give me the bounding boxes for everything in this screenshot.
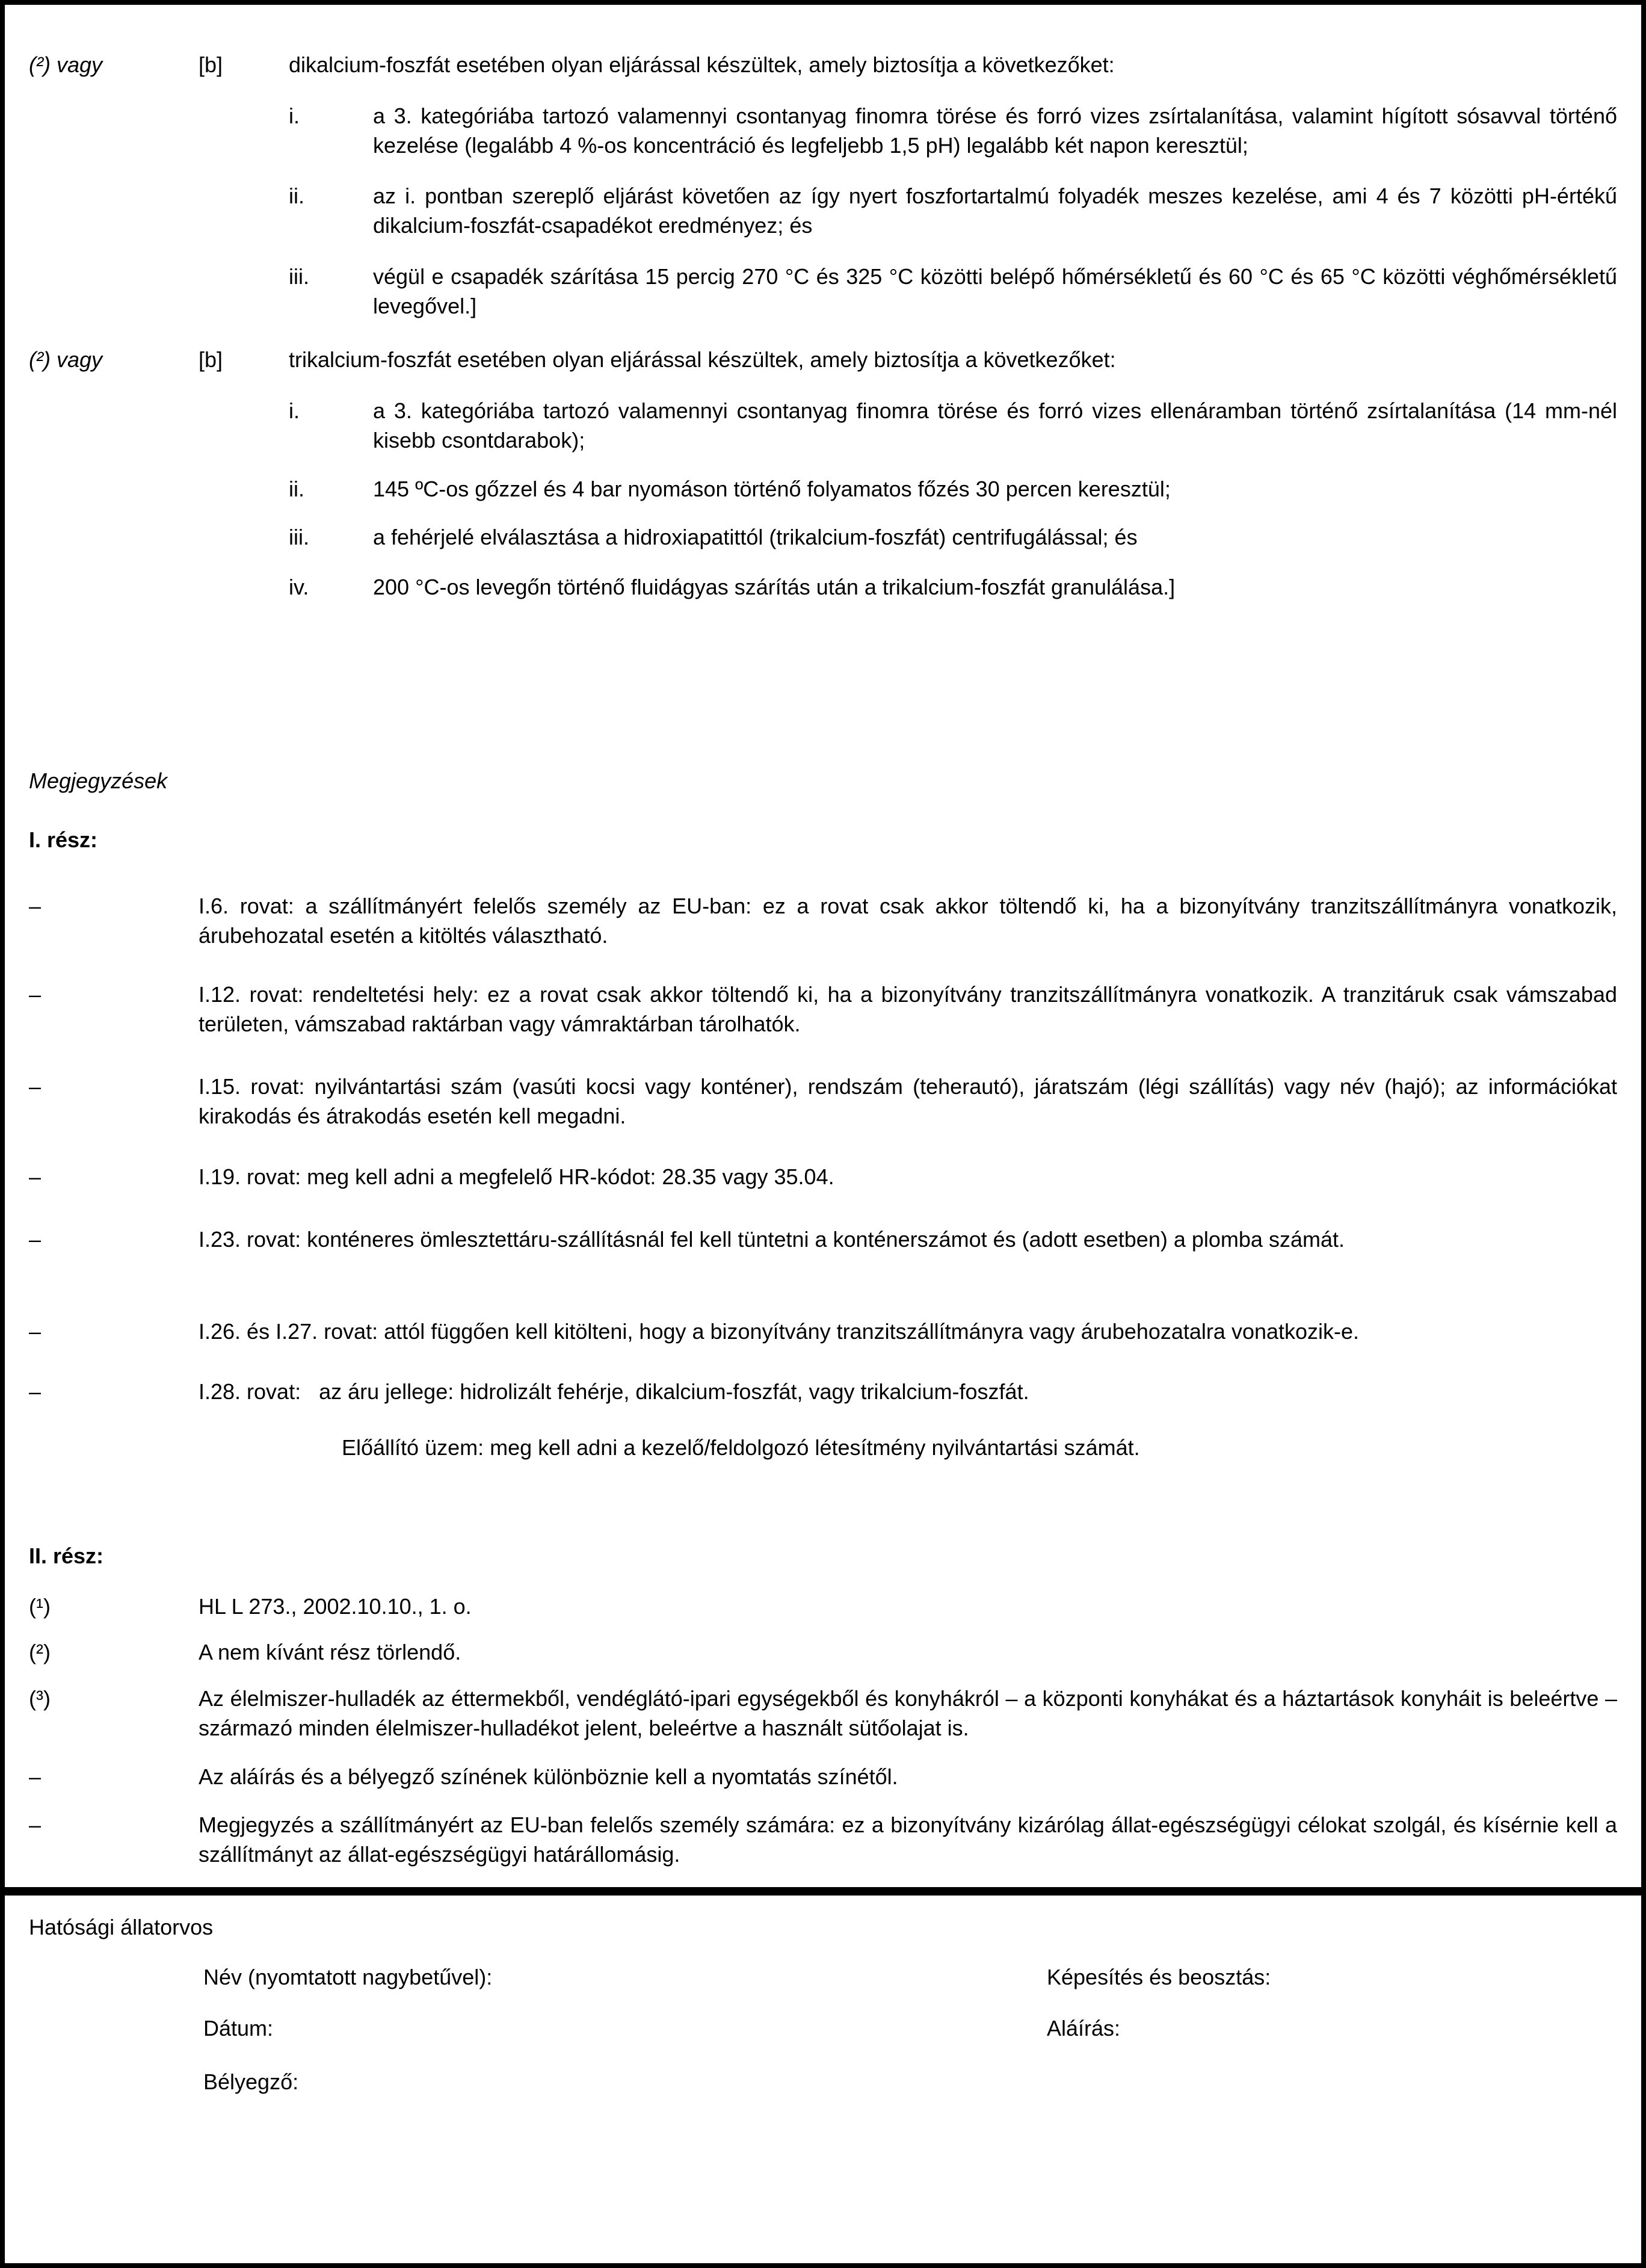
footnote [29, 1637, 1617, 1667]
bracket-label: [b] [199, 347, 223, 372]
note-text: I.28. rovat: az áru jellege: hidrolizált fehérje, dikalcium-foszfát, vagy trikalcium-foszfát. [199, 1379, 1029, 1404]
section-divider [5, 1887, 1641, 1896]
note-item [29, 1762, 1617, 1791]
list-item-text: 145 ºC-os gőzzel és 4 bar nyomáson történő folyamatos főzés 30 percen keresztül; [373, 477, 1171, 501]
officer-title: Hatósági állatorvos [29, 1915, 214, 1939]
list-item-text: a fehérjelé elválasztása a hidroxiapatittól (trikalcium-foszfát) centrifugálással; és [373, 525, 1138, 549]
dash-marker: – [29, 1074, 42, 1099]
or-marker: (²) vagy [29, 347, 103, 372]
list-item-text: a 3. kategóriába tartozó valamennyi csontanyag finomra törése és forró vizes ellenáramban történő zsírtalanítása (14 mm-nél kisebb csontdarabok); [373, 398, 1617, 453]
list-item-text: végül e csapadék szárítása 15 percig 270 °C és 325 °C közötti belépő hőmérsékletű és 60 °C és 65 °C közötti véghőmérsékletű levegővel.] [373, 264, 1617, 318]
list-item [289, 522, 1617, 552]
list-item [289, 262, 1617, 321]
note-item [29, 1162, 1617, 1191]
tricalcium-clause-header [29, 345, 1617, 374]
clause-intro: trikalcium-foszfát esetében olyan eljárással készültek, amely biztosítja a következőket: [289, 347, 1116, 372]
note-item [29, 1225, 1617, 1254]
note-item [29, 1317, 1617, 1346]
roman-numeral: iv. [289, 575, 309, 599]
footnote-text: A nem kívánt rész törlendő. [199, 1640, 461, 1664]
footnote-marker: (³) [29, 1686, 51, 1711]
dash-marker: – [29, 1379, 42, 1404]
note-text: I.15. rovat: nyilvántartási szám (vasúti kocsi vagy konténer), rendszám (teherautó), járatszám (légi szállítás) vagy név (hajó); az információkat kirakodás és átrakodás esetén kell megadni. [199, 1074, 1617, 1128]
list-item [289, 396, 1617, 455]
note-item [29, 1377, 1617, 1406]
note-text: I.23. rovat: konténeres ömlesztettáru-szállításnál fel kell tüntetni a konténerszámot és (adott esetben) a plomba számát. [199, 1227, 1345, 1252]
roman-numeral: i. [289, 104, 300, 128]
roman-numeral: ii. [289, 184, 304, 208]
name-label: Név (nyomtatott nagybetűvel): [203, 1965, 493, 1989]
stamp-label: Bélyegző: [203, 2069, 299, 2094]
note-text: I.12. rovat: rendeltetési hely: ez a rovat csak akkor töltendő ki, ha a bizonyítvány tranzitszállítmányra vonatkozik. A tranzitáruk csak vámszabad területen, vámszabad raktárban vagy vámraktárban tárolhatók. [199, 982, 1617, 1036]
dash-marker: – [29, 1227, 42, 1252]
list-item-text: az i. pontban szereplő eljárást követően az így nyert foszfortartalmú folyadék meszes kezelése, ami 4 és 7 közötti pH-értékű dikalcium-foszfát-csapadékot eredményez; és [373, 184, 1617, 238]
roman-numeral: iii. [289, 525, 309, 549]
or-marker: (²) vagy [29, 52, 103, 77]
note-item [29, 1072, 1617, 1131]
part1-title: I. rész: [29, 827, 98, 852]
dash-marker: – [29, 1812, 42, 1837]
date-label: Dátum: [203, 2016, 274, 2041]
footnote-marker: (²) [29, 1640, 51, 1664]
note-text: I.19. rovat: meg kell adni a megfelelő HR-kódot: 28.35 vagy 35.04. [199, 1164, 834, 1189]
clause-intro: dikalcium-foszfát esetében olyan eljárással készültek, amely biztosítja a következőket: [289, 52, 1115, 77]
roman-numeral: ii. [289, 477, 304, 501]
footnote-marker: (¹) [29, 1594, 51, 1619]
note-text: Megjegyzés a szállítmányért az EU-ban felelős személy számára: ez a bizonyítvány kizárólag állat-egészségügyi célokat szolgál, és kísérnie kell a szállítmányt az állat-egészségügyi határállomásig. [199, 1812, 1617, 1867]
dash-marker: – [29, 894, 42, 918]
dash-marker: – [29, 982, 42, 1007]
roman-numeral: iii. [289, 264, 309, 289]
list-item [289, 474, 1617, 504]
list-item-text: 200 °C-os levegőn történő fluidágyas szárítás után a trikalcium-foszfát granulálása.] [373, 575, 1176, 599]
note-text: I.6. rovat: a szállítmányért felelős személy az EU-ban: ez a rovat csak akkor töltendő ki, ha a bizonyítvány tranzitszállítmányra vonatkozik, árubehozatal esetén a kitöltés választható. [199, 894, 1617, 948]
footnote [29, 1684, 1617, 1743]
note-item [29, 1810, 1617, 1869]
note-text: I.26. és I.27. rovat: attól függően kell kitölteni, hogy a bizonyítvány tranzitszállítmányra vagy árubehozatalra vonatkozik-e. [199, 1319, 1360, 1344]
signature-label: Aláírás: [1047, 2016, 1121, 2041]
note-item [29, 891, 1617, 950]
dash-marker: – [29, 1319, 42, 1344]
dash-marker: – [29, 1764, 42, 1789]
footnote [29, 1592, 1617, 1621]
list-item [289, 101, 1617, 160]
dash-marker: – [29, 1164, 42, 1189]
bracket-label: [b] [199, 52, 223, 77]
note-item [29, 980, 1617, 1039]
footnote-text: HL L 273., 2002.10.10., 1. o. [199, 1594, 472, 1619]
qualification-label: Képesítés és beosztás: [1047, 1965, 1271, 1989]
notes-title: Megjegyzések [29, 768, 168, 793]
part2-title: II. rész: [29, 1543, 104, 1568]
producer-note: Előállító üzem: meg kell adni a kezelő/feldolgozó létesítmény nyilvántartási számát. [342, 1435, 1140, 1460]
dicalcium-clause-header [29, 50, 1617, 79]
list-item-text: a 3. kategóriába tartozó valamennyi csontanyag finomra törése és forró vizes zsírtalanítása, valamint hígított sósavval történő kezelése (legalább 4 %-os koncentráció és legfeljebb 1,5 pH) legalább két napon keresztül; [373, 104, 1617, 158]
roman-numeral: i. [289, 398, 300, 423]
footnote-text: Az élelmiszer-hulladék az éttermekből, vendéglátó-ipari egységekből és konyhákról – a központi konyhákat és a háztartások konyháit is beleértve – származó minden élelmiszer-hulladékot jelent, beleértve a használt sütőolajat is. [199, 1686, 1617, 1740]
list-item [289, 572, 1617, 602]
note-text: Az aláírás és a bélyegző színének különböznie kell a nyomtatás színétől. [199, 1764, 898, 1789]
list-item [289, 181, 1617, 240]
